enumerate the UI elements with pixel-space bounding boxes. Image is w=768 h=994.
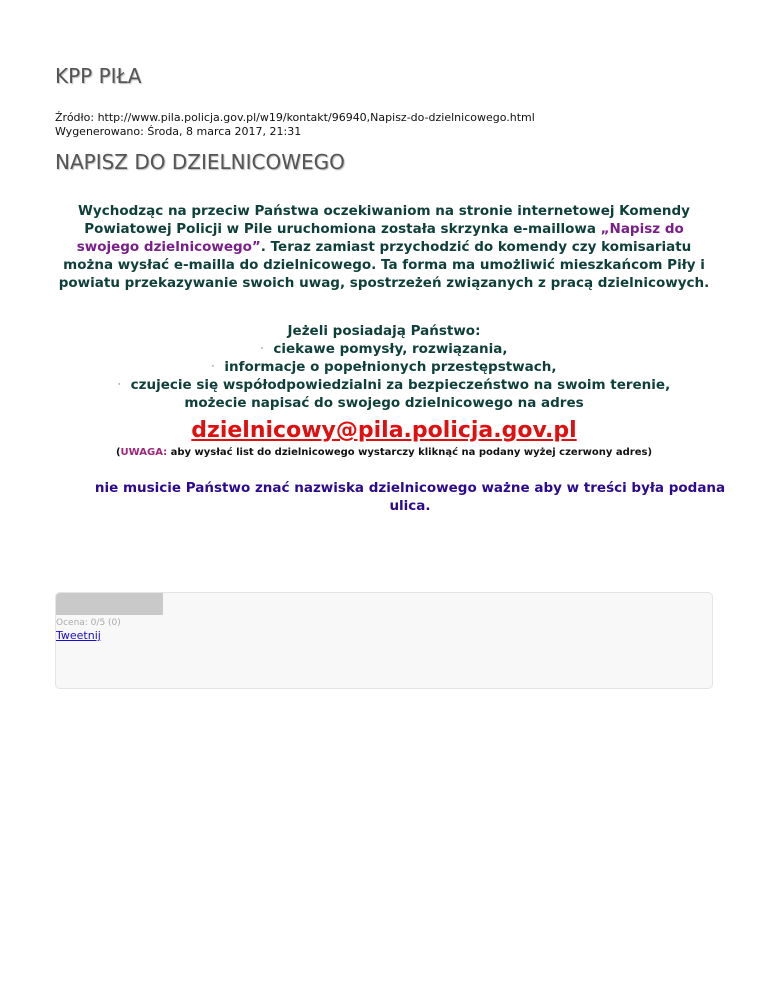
list-item: [55, 376, 713, 394]
intro-highlight: „Napisz do swojego dzielnicowego”: [76, 221, 684, 255]
note-text: aby wysłać list do dzielnicowego wystarczy kliknąć na podany wyżej czerwony adres): [167, 447, 653, 458]
rating-label: Ocena: 0/5 (0): [56, 618, 121, 628]
intro-paragraph: [55, 202, 713, 292]
list-outro: możecie napisać do swojego dzielnicowego na adres: [184, 395, 584, 411]
email-note: [55, 447, 713, 458]
list-item-text: czujecie się współodpowiedzialni za bezpieczeństwo na swoim terenie,: [130, 377, 671, 393]
page-heading: NAPISZ DO DZIELNICOWEGO: [55, 150, 345, 174]
page-meta: [55, 111, 535, 139]
closing-note: nie musicie Państwo znać nazwiska dzielnicowego ważne aby w treści była podana ulica.: [94, 480, 726, 514]
list-item-text: ciekawe pomysły, rozwiązania,: [273, 341, 508, 357]
note-label: UWAGA:: [120, 447, 168, 458]
tweet-link[interactable]: Tweetnij: [56, 629, 101, 642]
list-item-text: informacje o popełnionych przestępstwach,: [224, 359, 557, 375]
intro-text-end: . Teraz zamiast przychodzić do komendy czy komisariatu można wysłać e-mailla do dzielnicowego. Ta forma ma umożliwić mieszkańcom Piły i powiatu przekazywanie swoich uwag, spostrzeżeń związanych z pracą dzielnicowych.: [58, 239, 710, 291]
generated-date: Wygenerowano: Środa, 8 marca 2017, 21:31: [55, 125, 302, 138]
list-item: [55, 358, 713, 376]
feedback-list: [55, 322, 713, 412]
source-url: Źródło: http://www.pila.policja.gov.pl/w19/kontakt/96940,Napisz-do-dzielnicowego.html: [55, 111, 535, 124]
intro-text-start: Wychodząc na przeciw Państwa oczekiwaniom na stronie internetowej Komendy Powiatowej Policji w Pile uruchomiona została skrzynka e-maillowa: [78, 203, 690, 237]
bullet-icon: ·: [211, 362, 215, 372]
list-intro: Jeżeli posiadają Państwo:: [287, 323, 481, 339]
rating-box: [55, 592, 713, 689]
site-title: KPP PIŁA: [55, 64, 142, 88]
note-paren: (: [115, 447, 121, 458]
bullet-icon: ·: [260, 344, 264, 354]
bullet-icon: ·: [117, 380, 121, 390]
rating-stars[interactable]: [56, 593, 163, 615]
list-item: [55, 340, 713, 358]
email-link[interactable]: dzielnicowy@pila.policja.gov.pl: [191, 418, 577, 443]
